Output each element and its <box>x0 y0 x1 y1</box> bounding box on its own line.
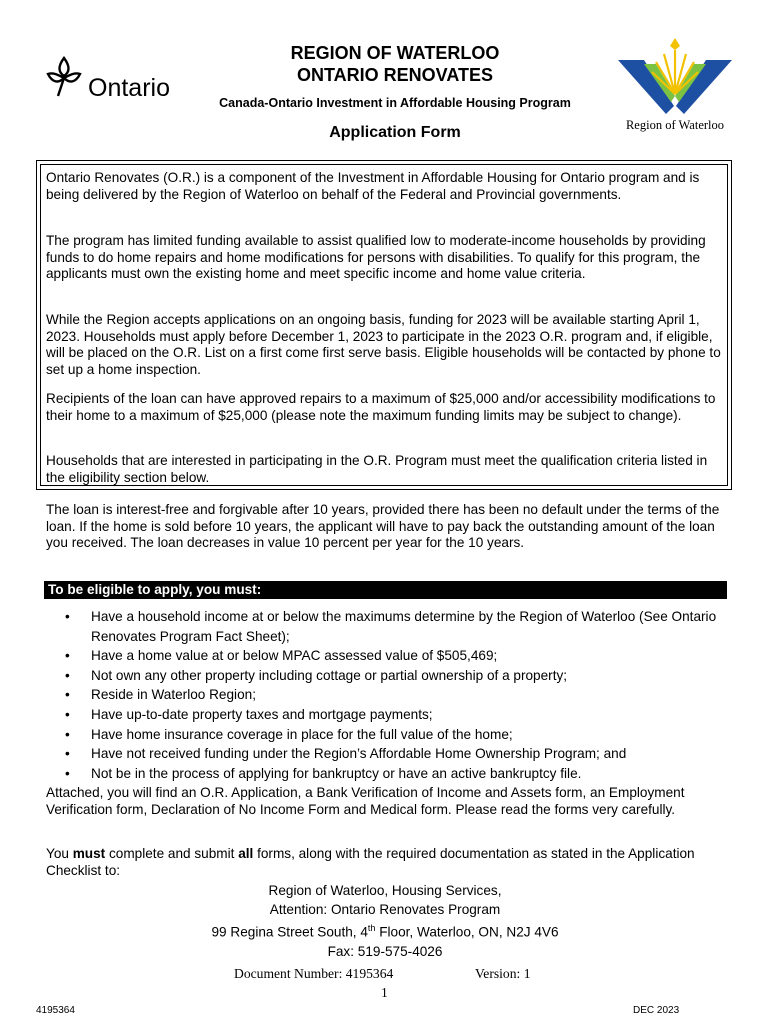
list-item: • Have up-to-date property taxes and mortgage payments; <box>65 706 433 722</box>
region-of-waterloo-wordmark: Region of Waterloo <box>625 118 725 132</box>
submit-instructions: You must complete and submit all forms, along with the required documentation as stated in the Application Checklist to: <box>46 846 695 878</box>
document-number: Document Number: 4195364 <box>234 966 394 981</box>
list-item: • Have not received funding under the Region’s Affordable Home Ownership Program; and <box>65 746 627 762</box>
address-line-3: 99 Regina Street South, 4th Floor, Waterloo, ON, N2J 4V6 <box>211 923 559 940</box>
mailing-address <box>60 881 710 961</box>
title-line-1: REGION OF WATERLOO <box>290 43 500 63</box>
fax-number: Fax: 519-575-4026 <box>327 943 443 959</box>
list-item: • Have home insurance coverage in place for the full value of the home; <box>65 726 513 742</box>
region-emblem-icon <box>614 36 736 116</box>
loan-paragraph: The loan is interest-free and forgivable after 10 years, provided there has been no default under the terms of the loan. If the home is sold before 10 years, the applicant will have to pay back the outstanding amount of the loan you received. The loan decreases in value 10 percent per year for the 10 years. <box>46 502 720 550</box>
intro-paragraph-4: Recipients of the loan can have approved repairs to a maximum of $25,000 and/or accessibility modifications to their home to a maximum of $25,000 (please note the maximum funding limits may be subject to change). <box>46 391 716 423</box>
version-label: Version: 1 <box>475 966 531 981</box>
list-item: • Have a household income at or below the maximums determine by the Region of Waterloo (See Ontario Renovates Program Fact Sheet); <box>65 609 717 644</box>
list-item: • Reside in Waterloo Region; <box>65 687 256 703</box>
ontario-wordmark: Ontario <box>88 74 170 102</box>
form-name: Application Form <box>329 124 461 141</box>
footer-left: 4195364 <box>36 1005 75 1016</box>
footer-right: DEC 2023 <box>633 1005 680 1016</box>
title-line-2: ONTARIO RENOVATES <box>296 65 493 85</box>
program-subtitle: Canada-Ontario Investment in Affordable Housing Program <box>219 96 571 110</box>
eligibility-heading: To be eligible to apply, you must: <box>44 581 727 599</box>
list-item: • Have a home value at or below MPAC assessed value of $505,469; <box>65 648 498 664</box>
document-title <box>200 42 590 86</box>
page-number: 1 <box>381 985 388 1000</box>
trillium-icon <box>44 56 84 100</box>
intro-paragraph-2: The program has limited funding available to assist qualified low to moderate-income households by providing funds to do home repairs and home modifications for persons with disabilities. To qualify for this program, the applicants must own the existing home and meet specific income and home value criteria. <box>46 233 706 281</box>
list-item: • Not own any other property including cottage or partial ownership of a property; <box>65 667 568 683</box>
address-line-2: Attention: Ontario Renovates Program <box>269 902 501 917</box>
intro-paragraph-1: Ontario Renovates (O.R.) is a component of the Investment in Affordable Housing for Ontario program and is being delivered by the Region of Waterloo on behalf of the Federal and Provincial governments. <box>46 170 700 202</box>
region-of-waterloo-logo <box>614 36 736 136</box>
eligibility-list <box>65 607 725 783</box>
intro-paragraph-5: Households that are interested in participating in the O.R. Program must meet the qualification criteria listed in the eligibility section below. <box>46 453 708 485</box>
list-item: • Not be in the process of applying for bankruptcy or have an active bankruptcy file. <box>65 765 582 781</box>
address-line-1: Region of Waterloo, Housing Services, <box>268 883 502 898</box>
ontario-logo <box>44 56 174 106</box>
attached-forms-paragraph: Attached, you will find an O.R. Application, a Bank Verification of Income and Assets form, an Employment Verification form, Declaration of No Income Form and Medical form. Please read the forms very carefully. <box>46 785 685 817</box>
intro-paragraph-3: While the Region accepts applications on an ongoing basis, funding for 2023 will be available starting April 1, 2023. Households must apply before December 1, 2023 to participate in the 2023 O.R. program and, if eligible, will be placed on the O.R. List on a first come first serve basis. Eligible households will be contacted by phone to set up a home inspection. <box>46 312 721 377</box>
